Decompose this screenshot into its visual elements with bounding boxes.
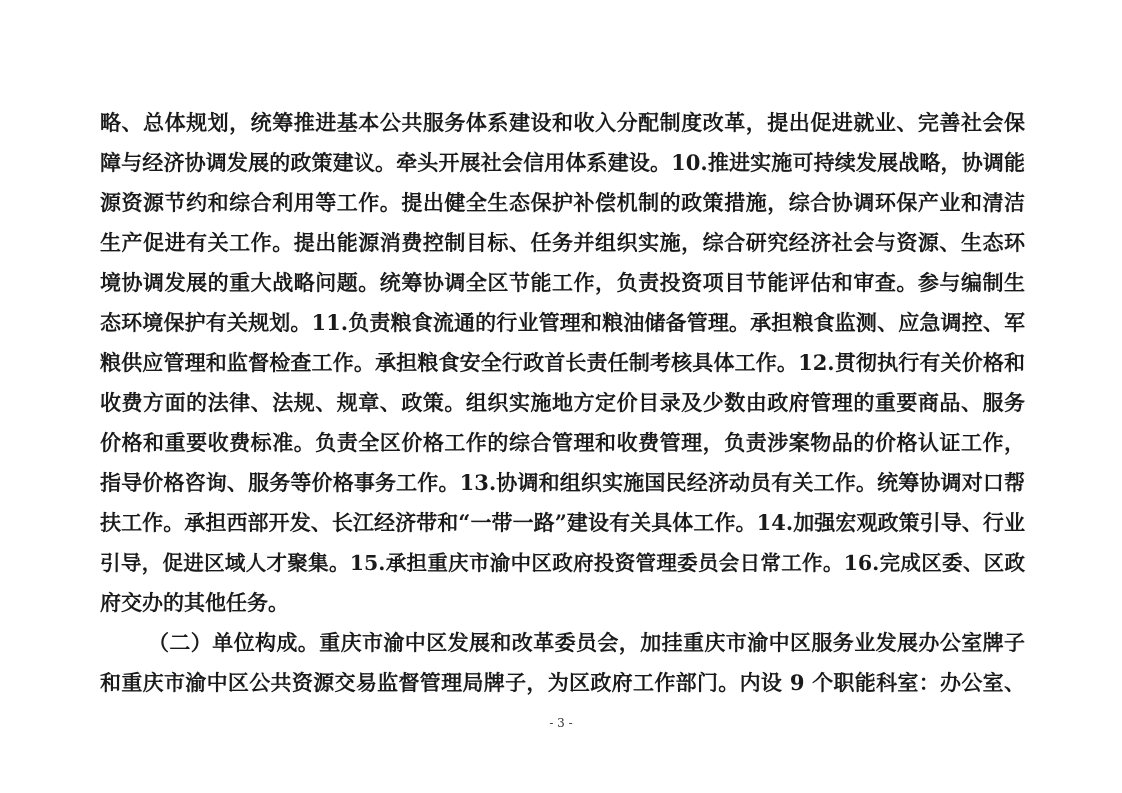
text-line: 生产促进有关工作。提出能源消费控制目标、任务并组织实施，综合研究经济社会与资源、生态环 xyxy=(100,230,1025,255)
paragraph-duties xyxy=(100,103,1025,623)
text-line: 和重庆市渝中区公共资源交易监督管理局牌子，为区政府工作部门。内设 9 个职能科室：办公室、 xyxy=(100,670,1025,695)
text-line: 收费方面的法律、法规、规章、政策。组织实施地方定价目录及少数由政府管理的重要商品、服务 xyxy=(100,390,1025,415)
text-line: 价格和重要收费标准。负责全区价格工作的综合管理和收费管理，负责涉案物品的价格认证工作， xyxy=(100,430,1025,455)
text-line: （二）单位构成。重庆市渝中区发展和改革委员会，加挂重庆市渝中区服务业发展办公室牌子 xyxy=(148,630,1025,655)
text-line: 障与经济协调发展的政策建议。牵头开展社会信用体系建设。10.推进实施可持续发展战略，协调能 xyxy=(100,150,1025,175)
text-line: 略、总体规划，统筹推进基本公共服务体系建设和收入分配制度改革，提出促进就业、完善社会保 xyxy=(100,110,1025,135)
body-text xyxy=(100,103,1025,703)
text-line: 境协调发展的重大战略问题。统筹协调全区节能工作，负责投资项目节能评估和审查。参与编制生 xyxy=(100,270,1025,295)
paragraph-unit-composition xyxy=(100,623,1025,703)
page-number: - 3 - xyxy=(549,716,573,730)
text-line: 源资源节约和综合利用等工作。提出健全生态保护补偿机制的政策措施，综合协调环保产业和清洁 xyxy=(100,190,1025,215)
text-line: 府交办的其他任务。 xyxy=(100,590,289,615)
text-line: 引导，促进区域人才聚集。15.承担重庆市渝中区政府投资管理委员会日常工作。16.完成区委、区政 xyxy=(100,551,1025,575)
text-line: 粮供应管理和监督检查工作。承担粮食安全行政首长责任制考核具体工作。12.贯彻执行有关价格和 xyxy=(100,350,1025,375)
text-line: 指导价格咨询、服务等价格事务工作。13.协调和组织实施国民经济动员有关工作。统筹协调对口帮 xyxy=(100,470,1025,495)
text-line: 扶工作。承担西部开发、长江经济带和“一带一路”建设有关具体工作。14.加强宏观政策引导、行业 xyxy=(100,510,1025,535)
text-line: 态环境保护有关规划。11.负责粮食流通的行业管理和粮油储备管理。承担粮食监测、应急调控、军 xyxy=(100,310,1025,335)
